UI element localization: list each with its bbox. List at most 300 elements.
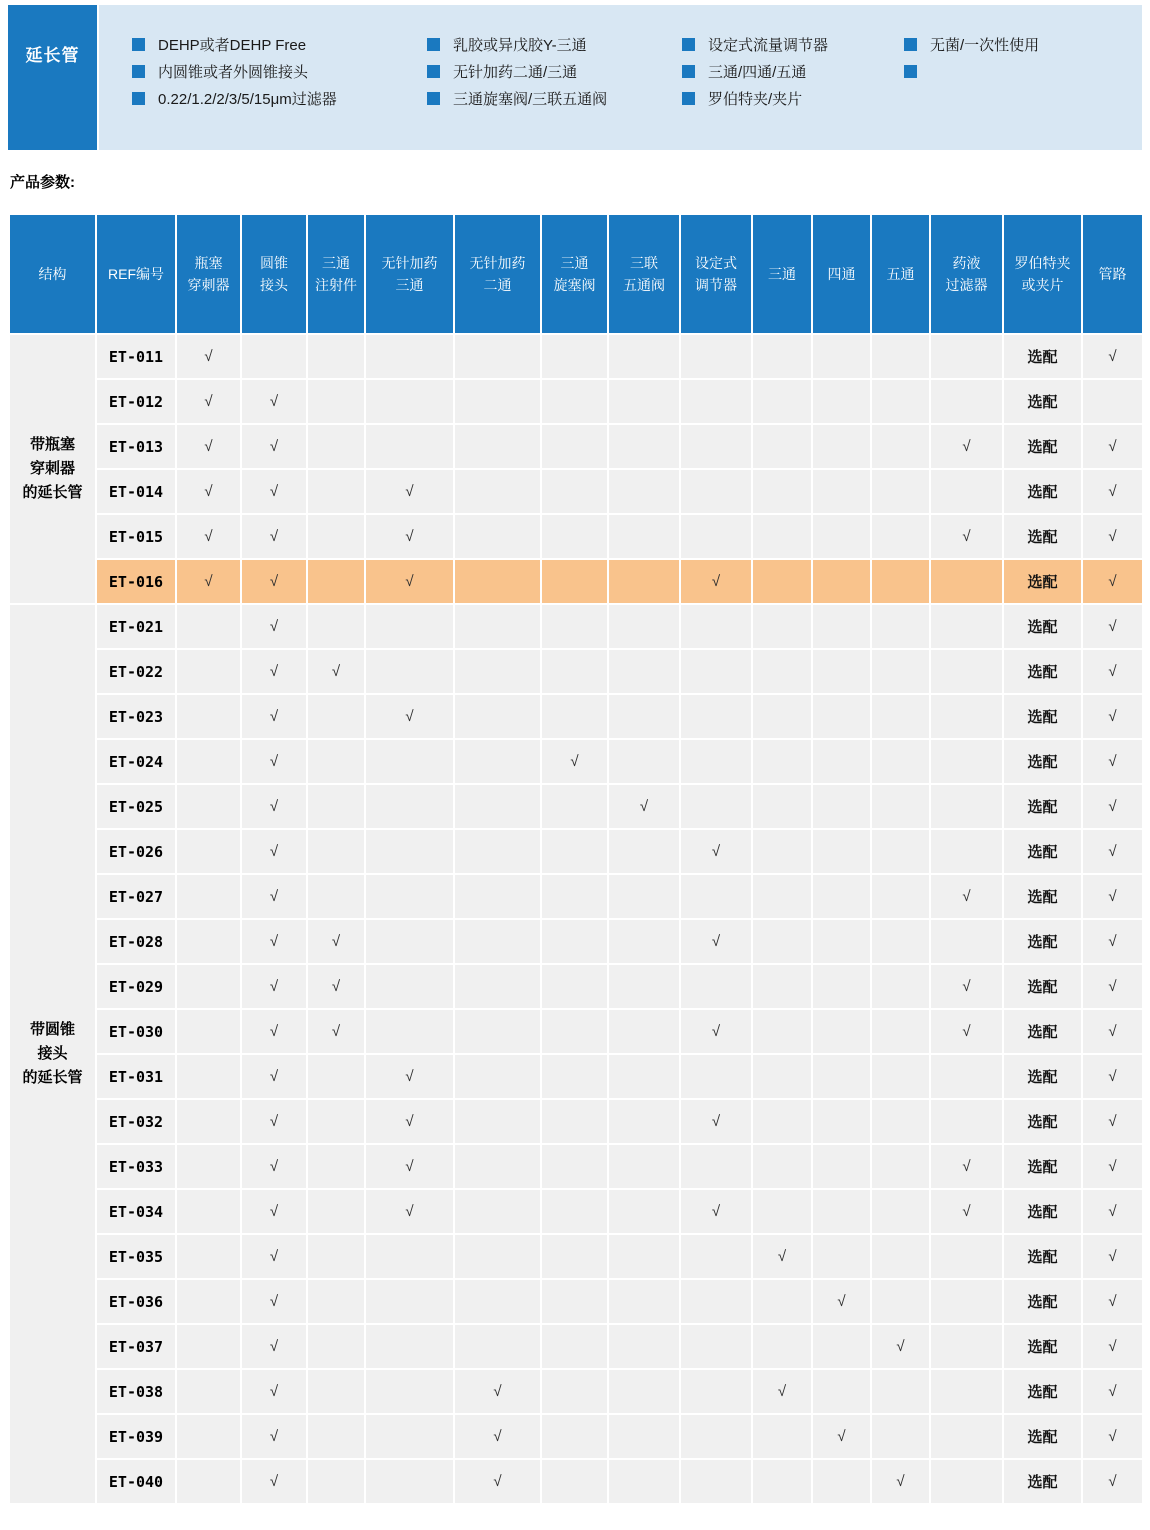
empty-cell xyxy=(541,649,608,694)
empty-cell xyxy=(608,1144,680,1189)
check-cell: √ xyxy=(812,1414,871,1459)
empty-cell xyxy=(454,1324,541,1369)
check-cell: √ xyxy=(680,559,752,604)
check-cell: √ xyxy=(241,1189,307,1234)
empty-cell xyxy=(812,424,871,469)
check-cell: √ xyxy=(1082,919,1143,964)
column-header: 无针加药 三通 xyxy=(365,214,454,334)
empty-cell xyxy=(176,649,241,694)
empty-cell xyxy=(365,1009,454,1054)
feature-column xyxy=(132,31,427,150)
empty-cell xyxy=(541,1324,608,1369)
empty-cell xyxy=(307,739,365,784)
optional-cell: 选配 xyxy=(1003,1324,1082,1369)
empty-cell xyxy=(365,874,454,919)
empty-cell xyxy=(365,739,454,784)
ref-cell: ET-032 xyxy=(96,1099,176,1144)
empty-cell xyxy=(752,514,812,559)
empty-cell xyxy=(871,784,930,829)
column-header: 四通 xyxy=(812,214,871,334)
empty-cell xyxy=(307,874,365,919)
feature-item xyxy=(682,58,904,85)
check-cell: √ xyxy=(241,469,307,514)
empty-cell xyxy=(608,379,680,424)
ref-cell: ET-031 xyxy=(96,1054,176,1099)
empty-cell xyxy=(541,829,608,874)
empty-cell xyxy=(608,964,680,1009)
empty-cell xyxy=(176,1414,241,1459)
empty-cell xyxy=(541,1144,608,1189)
check-cell: √ xyxy=(241,829,307,874)
check-cell: √ xyxy=(1082,424,1143,469)
empty-cell xyxy=(541,1234,608,1279)
empty-cell xyxy=(930,469,1003,514)
empty-cell xyxy=(608,1324,680,1369)
bullet-square-icon xyxy=(682,92,695,105)
empty-cell xyxy=(365,829,454,874)
check-cell: √ xyxy=(1082,739,1143,784)
empty-cell xyxy=(812,1234,871,1279)
bullet-square-icon xyxy=(682,65,695,78)
table-row xyxy=(9,1234,1143,1279)
column-header: 管路 xyxy=(1082,214,1143,334)
ref-cell: ET-014 xyxy=(96,469,176,514)
check-cell: √ xyxy=(241,1144,307,1189)
empty-cell xyxy=(812,739,871,784)
empty-cell xyxy=(541,1279,608,1324)
empty-cell xyxy=(307,1324,365,1369)
empty-cell xyxy=(871,1099,930,1144)
empty-cell xyxy=(930,1369,1003,1414)
column-header: 设定式 调节器 xyxy=(680,214,752,334)
empty-cell xyxy=(812,829,871,874)
empty-cell xyxy=(752,334,812,379)
check-cell: √ xyxy=(241,739,307,784)
check-cell: √ xyxy=(1082,1009,1143,1054)
header-row xyxy=(9,214,1143,334)
empty-cell xyxy=(930,1279,1003,1324)
empty-cell xyxy=(454,874,541,919)
check-cell: √ xyxy=(871,1324,930,1369)
column-header: 三联 五通阀 xyxy=(608,214,680,334)
check-cell: √ xyxy=(752,1234,812,1279)
empty-cell xyxy=(680,1144,752,1189)
feature-item xyxy=(904,31,1142,58)
table-row xyxy=(9,964,1143,1009)
feature-item xyxy=(427,31,682,58)
empty-cell xyxy=(752,469,812,514)
ref-cell: ET-025 xyxy=(96,784,176,829)
optional-cell: 选配 xyxy=(1003,964,1082,1009)
ref-cell: ET-029 xyxy=(96,964,176,1009)
empty-cell xyxy=(307,604,365,649)
product-table xyxy=(8,213,1144,1505)
feature-item xyxy=(427,58,682,85)
empty-cell xyxy=(930,334,1003,379)
empty-cell xyxy=(680,874,752,919)
empty-cell xyxy=(680,964,752,1009)
ref-cell: ET-026 xyxy=(96,829,176,874)
empty-cell xyxy=(365,784,454,829)
optional-cell: 选配 xyxy=(1003,379,1082,424)
column-header: 三通 旋塞阀 xyxy=(541,214,608,334)
check-cell: √ xyxy=(1082,514,1143,559)
section-title: 产品参数: xyxy=(10,174,75,191)
check-cell: √ xyxy=(365,694,454,739)
check-cell: √ xyxy=(241,379,307,424)
table-row xyxy=(9,829,1143,874)
empty-cell xyxy=(812,604,871,649)
empty-cell xyxy=(680,1369,752,1414)
empty-cell xyxy=(752,1414,812,1459)
empty-cell xyxy=(365,1324,454,1369)
empty-cell xyxy=(871,469,930,514)
empty-cell xyxy=(1082,379,1143,424)
empty-cell xyxy=(454,1144,541,1189)
empty-cell xyxy=(608,694,680,739)
ref-cell: ET-011 xyxy=(96,334,176,379)
check-cell: √ xyxy=(241,1054,307,1099)
check-cell: √ xyxy=(365,1054,454,1099)
table-row xyxy=(9,514,1143,559)
check-cell: √ xyxy=(1082,469,1143,514)
empty-cell xyxy=(930,829,1003,874)
empty-cell xyxy=(752,1189,812,1234)
table-row xyxy=(9,1369,1143,1414)
empty-cell xyxy=(307,469,365,514)
empty-cell xyxy=(541,514,608,559)
empty-cell xyxy=(812,379,871,424)
empty-cell xyxy=(365,1459,454,1504)
check-cell: √ xyxy=(176,334,241,379)
column-header: 药液 过滤器 xyxy=(930,214,1003,334)
column-header: 三通 注射件 xyxy=(307,214,365,334)
feature-columns xyxy=(99,5,1142,150)
empty-cell xyxy=(454,1009,541,1054)
bullet-square-icon xyxy=(427,65,440,78)
empty-cell xyxy=(608,334,680,379)
empty-cell xyxy=(608,649,680,694)
feature-text: 无菌/一次性使用 xyxy=(930,37,1040,54)
optional-cell: 选配 xyxy=(1003,1054,1082,1099)
bullet-square-icon xyxy=(427,92,440,105)
table-row xyxy=(9,1009,1143,1054)
empty-cell xyxy=(307,1189,365,1234)
check-cell: √ xyxy=(241,784,307,829)
empty-cell xyxy=(871,1279,930,1324)
empty-cell xyxy=(871,874,930,919)
optional-cell: 选配 xyxy=(1003,1144,1082,1189)
check-cell: √ xyxy=(1082,1369,1143,1414)
empty-cell xyxy=(680,739,752,784)
optional-cell: 选配 xyxy=(1003,1009,1082,1054)
empty-cell xyxy=(176,1009,241,1054)
empty-cell xyxy=(608,919,680,964)
empty-cell xyxy=(307,1369,365,1414)
empty-cell xyxy=(680,424,752,469)
table-head xyxy=(9,214,1143,334)
check-cell: √ xyxy=(241,1369,307,1414)
table-row xyxy=(9,919,1143,964)
check-cell: √ xyxy=(1082,559,1143,604)
empty-cell xyxy=(871,514,930,559)
table-row xyxy=(9,379,1143,424)
table-row xyxy=(9,1459,1143,1504)
empty-cell xyxy=(365,334,454,379)
check-cell: √ xyxy=(454,1369,541,1414)
check-cell: √ xyxy=(176,379,241,424)
optional-cell: 选配 xyxy=(1003,514,1082,559)
check-cell: √ xyxy=(1082,964,1143,1009)
empty-cell xyxy=(454,1234,541,1279)
optional-cell: 选配 xyxy=(1003,1279,1082,1324)
table-row xyxy=(9,1189,1143,1234)
ref-cell: ET-030 xyxy=(96,1009,176,1054)
feature-text: 罗伯特夹/夹片 xyxy=(708,91,803,108)
empty-cell xyxy=(812,874,871,919)
empty-cell xyxy=(176,1234,241,1279)
check-cell: √ xyxy=(176,514,241,559)
check-cell: √ xyxy=(1082,694,1143,739)
empty-cell xyxy=(680,379,752,424)
ref-cell: ET-016 xyxy=(96,559,176,604)
table-row xyxy=(9,739,1143,784)
empty-cell xyxy=(930,1414,1003,1459)
empty-cell xyxy=(454,1099,541,1144)
ref-cell: ET-023 xyxy=(96,694,176,739)
empty-cell xyxy=(752,1054,812,1099)
empty-cell xyxy=(608,1234,680,1279)
empty-cell xyxy=(752,379,812,424)
empty-cell xyxy=(176,1054,241,1099)
feature-item xyxy=(682,85,904,112)
feature-column xyxy=(682,31,904,150)
check-cell: √ xyxy=(307,649,365,694)
ref-cell: ET-022 xyxy=(96,649,176,694)
optional-cell: 选配 xyxy=(1003,1234,1082,1279)
empty-cell xyxy=(871,1189,930,1234)
check-cell: √ xyxy=(1082,1324,1143,1369)
empty-cell xyxy=(608,469,680,514)
empty-cell xyxy=(812,1009,871,1054)
ref-cell: ET-021 xyxy=(96,604,176,649)
empty-cell xyxy=(307,1144,365,1189)
check-cell: √ xyxy=(241,919,307,964)
optional-cell: 选配 xyxy=(1003,784,1082,829)
group-label-cell: 带圆锥 接头 的延长管 xyxy=(9,604,96,1504)
check-cell: √ xyxy=(680,1189,752,1234)
empty-cell xyxy=(680,694,752,739)
empty-cell xyxy=(812,1144,871,1189)
ref-cell: ET-033 xyxy=(96,1144,176,1189)
empty-cell xyxy=(176,919,241,964)
empty-cell xyxy=(680,1459,752,1504)
ref-cell: ET-024 xyxy=(96,739,176,784)
empty-cell xyxy=(454,379,541,424)
check-cell: √ xyxy=(680,1099,752,1144)
feature-item xyxy=(682,31,904,58)
check-cell: √ xyxy=(241,874,307,919)
check-cell: √ xyxy=(930,874,1003,919)
empty-cell xyxy=(608,1009,680,1054)
check-cell: √ xyxy=(930,514,1003,559)
empty-cell xyxy=(812,784,871,829)
column-header: REF编号 xyxy=(96,214,176,334)
empty-cell xyxy=(871,694,930,739)
bullet-square-icon xyxy=(427,38,440,51)
empty-cell xyxy=(812,1324,871,1369)
empty-cell xyxy=(812,559,871,604)
feature-text: 三通/四通/五通 xyxy=(708,64,807,81)
check-cell: √ xyxy=(1082,829,1143,874)
empty-cell xyxy=(930,1459,1003,1504)
check-cell: √ xyxy=(541,739,608,784)
check-cell: √ xyxy=(241,1099,307,1144)
table-row xyxy=(9,1279,1143,1324)
empty-cell xyxy=(871,559,930,604)
empty-cell xyxy=(454,739,541,784)
table-row xyxy=(9,1144,1143,1189)
empty-cell xyxy=(307,1414,365,1459)
empty-cell xyxy=(812,919,871,964)
empty-cell xyxy=(454,469,541,514)
optional-cell: 选配 xyxy=(1003,1369,1082,1414)
empty-cell xyxy=(454,559,541,604)
table-row xyxy=(9,874,1143,919)
empty-cell xyxy=(930,559,1003,604)
ref-cell: ET-028 xyxy=(96,919,176,964)
table-row xyxy=(9,1324,1143,1369)
feature-text: 无针加药二通/三通 xyxy=(453,64,578,81)
empty-cell xyxy=(176,1144,241,1189)
empty-cell xyxy=(541,469,608,514)
empty-cell xyxy=(930,604,1003,649)
empty-cell xyxy=(307,694,365,739)
empty-cell xyxy=(871,379,930,424)
empty-cell xyxy=(176,1369,241,1414)
empty-cell xyxy=(307,379,365,424)
empty-cell xyxy=(454,514,541,559)
empty-cell xyxy=(176,694,241,739)
empty-cell xyxy=(541,604,608,649)
ref-cell: ET-040 xyxy=(96,1459,176,1504)
empty-cell xyxy=(608,604,680,649)
check-cell: √ xyxy=(365,1099,454,1144)
feature-item xyxy=(132,31,427,58)
empty-cell xyxy=(541,784,608,829)
check-cell: √ xyxy=(241,694,307,739)
empty-cell xyxy=(812,334,871,379)
empty-cell xyxy=(541,964,608,1009)
empty-cell xyxy=(454,604,541,649)
check-cell: √ xyxy=(1082,1234,1143,1279)
table-row xyxy=(9,334,1143,379)
table-row xyxy=(9,649,1143,694)
optional-cell: 选配 xyxy=(1003,874,1082,919)
empty-cell xyxy=(871,1144,930,1189)
feature-item xyxy=(132,58,427,85)
empty-cell xyxy=(752,874,812,919)
empty-cell xyxy=(871,739,930,784)
empty-cell xyxy=(541,874,608,919)
empty-cell xyxy=(541,1009,608,1054)
empty-cell xyxy=(752,559,812,604)
empty-cell xyxy=(365,649,454,694)
check-cell: √ xyxy=(241,1234,307,1279)
optional-cell: 选配 xyxy=(1003,334,1082,379)
empty-cell xyxy=(454,424,541,469)
empty-cell xyxy=(680,469,752,514)
check-cell: √ xyxy=(307,964,365,1009)
ref-cell: ET-038 xyxy=(96,1369,176,1414)
empty-cell xyxy=(176,1189,241,1234)
check-cell: √ xyxy=(454,1459,541,1504)
table-body xyxy=(9,334,1143,1504)
bullet-square-icon xyxy=(132,38,145,51)
empty-cell xyxy=(541,1414,608,1459)
check-cell: √ xyxy=(930,1189,1003,1234)
check-cell: √ xyxy=(454,1414,541,1459)
empty-cell xyxy=(871,424,930,469)
ref-cell: ET-013 xyxy=(96,424,176,469)
check-cell: √ xyxy=(365,469,454,514)
empty-cell xyxy=(752,1279,812,1324)
empty-cell xyxy=(752,649,812,694)
check-cell: √ xyxy=(241,559,307,604)
check-cell: √ xyxy=(871,1459,930,1504)
banner xyxy=(8,5,1142,150)
empty-cell xyxy=(541,919,608,964)
table-row xyxy=(9,559,1143,604)
empty-cell xyxy=(608,1054,680,1099)
empty-cell xyxy=(680,1324,752,1369)
empty-cell xyxy=(365,1279,454,1324)
empty-cell xyxy=(930,1324,1003,1369)
optional-cell: 选配 xyxy=(1003,424,1082,469)
column-header: 瓶塞 穿刺器 xyxy=(176,214,241,334)
feature-item xyxy=(132,85,427,112)
empty-cell xyxy=(930,649,1003,694)
empty-cell xyxy=(608,874,680,919)
empty-cell xyxy=(812,469,871,514)
check-cell: √ xyxy=(241,1414,307,1459)
empty-cell xyxy=(871,919,930,964)
empty-cell xyxy=(930,694,1003,739)
optional-cell: 选配 xyxy=(1003,919,1082,964)
bullet-square-icon xyxy=(904,65,917,78)
empty-cell xyxy=(752,1009,812,1054)
check-cell: √ xyxy=(1082,649,1143,694)
empty-cell xyxy=(307,784,365,829)
check-cell: √ xyxy=(241,1009,307,1054)
column-header: 无针加药 二通 xyxy=(454,214,541,334)
empty-cell xyxy=(680,784,752,829)
empty-cell xyxy=(176,784,241,829)
empty-cell xyxy=(608,739,680,784)
empty-cell xyxy=(176,829,241,874)
empty-cell xyxy=(454,919,541,964)
empty-cell xyxy=(365,1369,454,1414)
table-row xyxy=(9,469,1143,514)
empty-cell xyxy=(176,739,241,784)
optional-cell: 选配 xyxy=(1003,694,1082,739)
check-cell: √ xyxy=(365,514,454,559)
empty-cell xyxy=(871,1234,930,1279)
check-cell: √ xyxy=(812,1279,871,1324)
column-header: 三通 xyxy=(752,214,812,334)
empty-cell xyxy=(812,1054,871,1099)
optional-cell: 选配 xyxy=(1003,649,1082,694)
